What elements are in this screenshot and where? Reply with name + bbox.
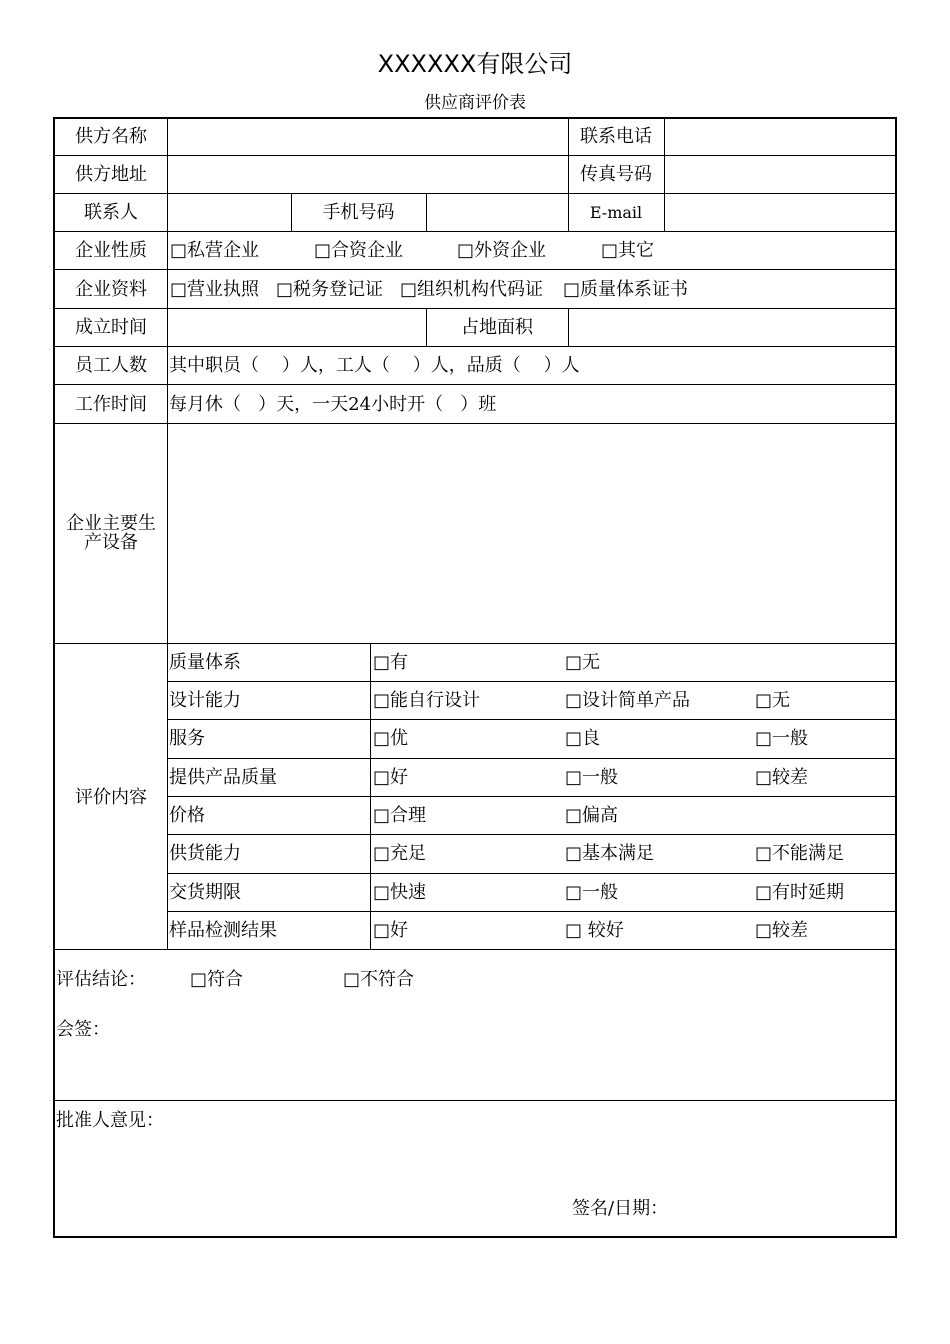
col-divider xyxy=(167,119,168,949)
staff-label: 员工人数 xyxy=(75,355,147,376)
nature-option-other[interactable]: □其它 xyxy=(601,240,655,261)
eval-option[interactable]: □有 xyxy=(373,652,409,673)
doc-option-org-code[interactable]: □组织机构代码证 xyxy=(400,279,544,300)
eval-option[interactable]: □一般 xyxy=(755,728,809,749)
row-divider xyxy=(55,308,895,309)
eval-item: 价格 xyxy=(169,805,205,826)
eval-option[interactable]: □一般 xyxy=(565,882,619,903)
mobile-label: 手机号码 xyxy=(322,202,395,223)
contact-label: 联系人 xyxy=(84,202,138,223)
eval-option[interactable]: □设计简单产品 xyxy=(565,690,691,711)
row-divider xyxy=(167,758,895,759)
eval-option[interactable]: □较差 xyxy=(755,920,809,941)
nature-option-foreign[interactable]: □外资企业 xyxy=(457,240,547,261)
phone-label: 联系电话 xyxy=(580,126,652,147)
eval-option[interactable]: □偏高 xyxy=(565,805,619,826)
eval-item: 提供产品质量 xyxy=(169,767,277,788)
eval-option[interactable]: □有时延期 xyxy=(755,882,845,903)
eval-option[interactable]: □一般 xyxy=(565,767,619,788)
eval-option[interactable]: □快速 xyxy=(373,882,427,903)
eval-item: 供货能力 xyxy=(169,843,241,864)
staff-text: 其中职员（ ）人，工人（ ）人，品质（ ）人 xyxy=(169,355,580,376)
row-divider xyxy=(55,231,895,232)
row-divider xyxy=(55,949,895,950)
eval-option[interactable]: □能自行设计 xyxy=(373,690,481,711)
row-divider xyxy=(167,796,895,797)
row-divider xyxy=(167,681,895,682)
form-title: 供应商评价表 xyxy=(424,93,526,113)
eval-option[interactable]: □较差 xyxy=(755,767,809,788)
row-divider xyxy=(167,911,895,912)
eval-option[interactable]: □好 xyxy=(373,767,409,788)
row-divider xyxy=(55,346,895,347)
supplier-address-label: 供方地址 xyxy=(75,164,147,185)
eval-option[interactable]: □无 xyxy=(755,690,791,711)
eval-item: 质量体系 xyxy=(169,652,241,673)
row-divider xyxy=(55,384,895,385)
company-nature-label: 企业性质 xyxy=(75,240,147,261)
eval-option[interactable]: □良 xyxy=(565,728,601,749)
eval-item: 样品检测结果 xyxy=(169,920,277,941)
eval-option[interactable]: □基本满足 xyxy=(565,843,655,864)
row-divider xyxy=(55,193,895,194)
doc-option-quality-cert[interactable]: □质量体系证书 xyxy=(563,279,689,300)
approver-label: 批准人意见： xyxy=(56,1110,164,1131)
email-label: E-mail xyxy=(589,203,643,222)
conclusion-option-pass[interactable]: □符合 xyxy=(190,969,244,990)
nature-option-joint[interactable]: □合资企业 xyxy=(314,240,404,261)
area-label: 占地面积 xyxy=(461,317,533,338)
conclusion-option-fail[interactable]: □不符合 xyxy=(343,969,415,990)
doc-option-license[interactable]: □营业执照 xyxy=(170,279,260,300)
eval-item: 设计能力 xyxy=(169,690,241,711)
eval-option[interactable]: □不能满足 xyxy=(755,843,845,864)
eval-option[interactable]: □优 xyxy=(373,728,409,749)
company-name: XXXXXX有限公司 xyxy=(377,50,573,78)
conclusion-label: 评估结论： xyxy=(56,969,146,990)
nature-option-private[interactable]: □私营企业 xyxy=(170,240,260,261)
fax-label: 传真号码 xyxy=(580,164,652,185)
company-docs-label: 企业资料 xyxy=(75,279,147,300)
supplier-evaluation-form xyxy=(53,117,897,1238)
col-divider xyxy=(664,119,665,231)
row-divider xyxy=(55,423,895,424)
col-divider xyxy=(370,643,371,949)
col-divider xyxy=(568,308,569,346)
founded-label: 成立时间 xyxy=(75,317,147,338)
eval-option[interactable]: □好 xyxy=(373,920,409,941)
eval-item: 交货期限 xyxy=(169,882,241,903)
equipment-label-line1: 企业主要生 xyxy=(66,513,156,534)
eval-option[interactable]: □无 xyxy=(565,652,601,673)
hours-text: 每月休（ ）天，一天24小时开（ ）班 xyxy=(169,394,497,415)
eval-option[interactable]: □ 较好 xyxy=(565,920,624,941)
supplier-name-label: 供方名称 xyxy=(75,126,147,147)
row-divider xyxy=(55,1100,895,1101)
row-divider xyxy=(55,155,895,156)
eval-item: 服务 xyxy=(169,728,205,749)
col-divider xyxy=(426,193,427,231)
doc-option-tax[interactable]: □税务登记证 xyxy=(276,279,384,300)
eval-option[interactable]: □充足 xyxy=(373,843,427,864)
eval-option[interactable]: □合理 xyxy=(373,805,427,826)
hours-label: 工作时间 xyxy=(75,394,147,415)
countersign-label: 会签： xyxy=(56,1019,110,1040)
row-divider xyxy=(167,719,895,720)
row-divider xyxy=(167,873,895,874)
equipment-label-line2: 产设备 xyxy=(84,532,138,553)
row-divider xyxy=(55,643,895,644)
signature-date-label: 签名/日期： xyxy=(572,1198,669,1219)
row-divider xyxy=(167,834,895,835)
evaluation-label: 评价内容 xyxy=(75,787,147,808)
row-divider xyxy=(55,269,895,270)
